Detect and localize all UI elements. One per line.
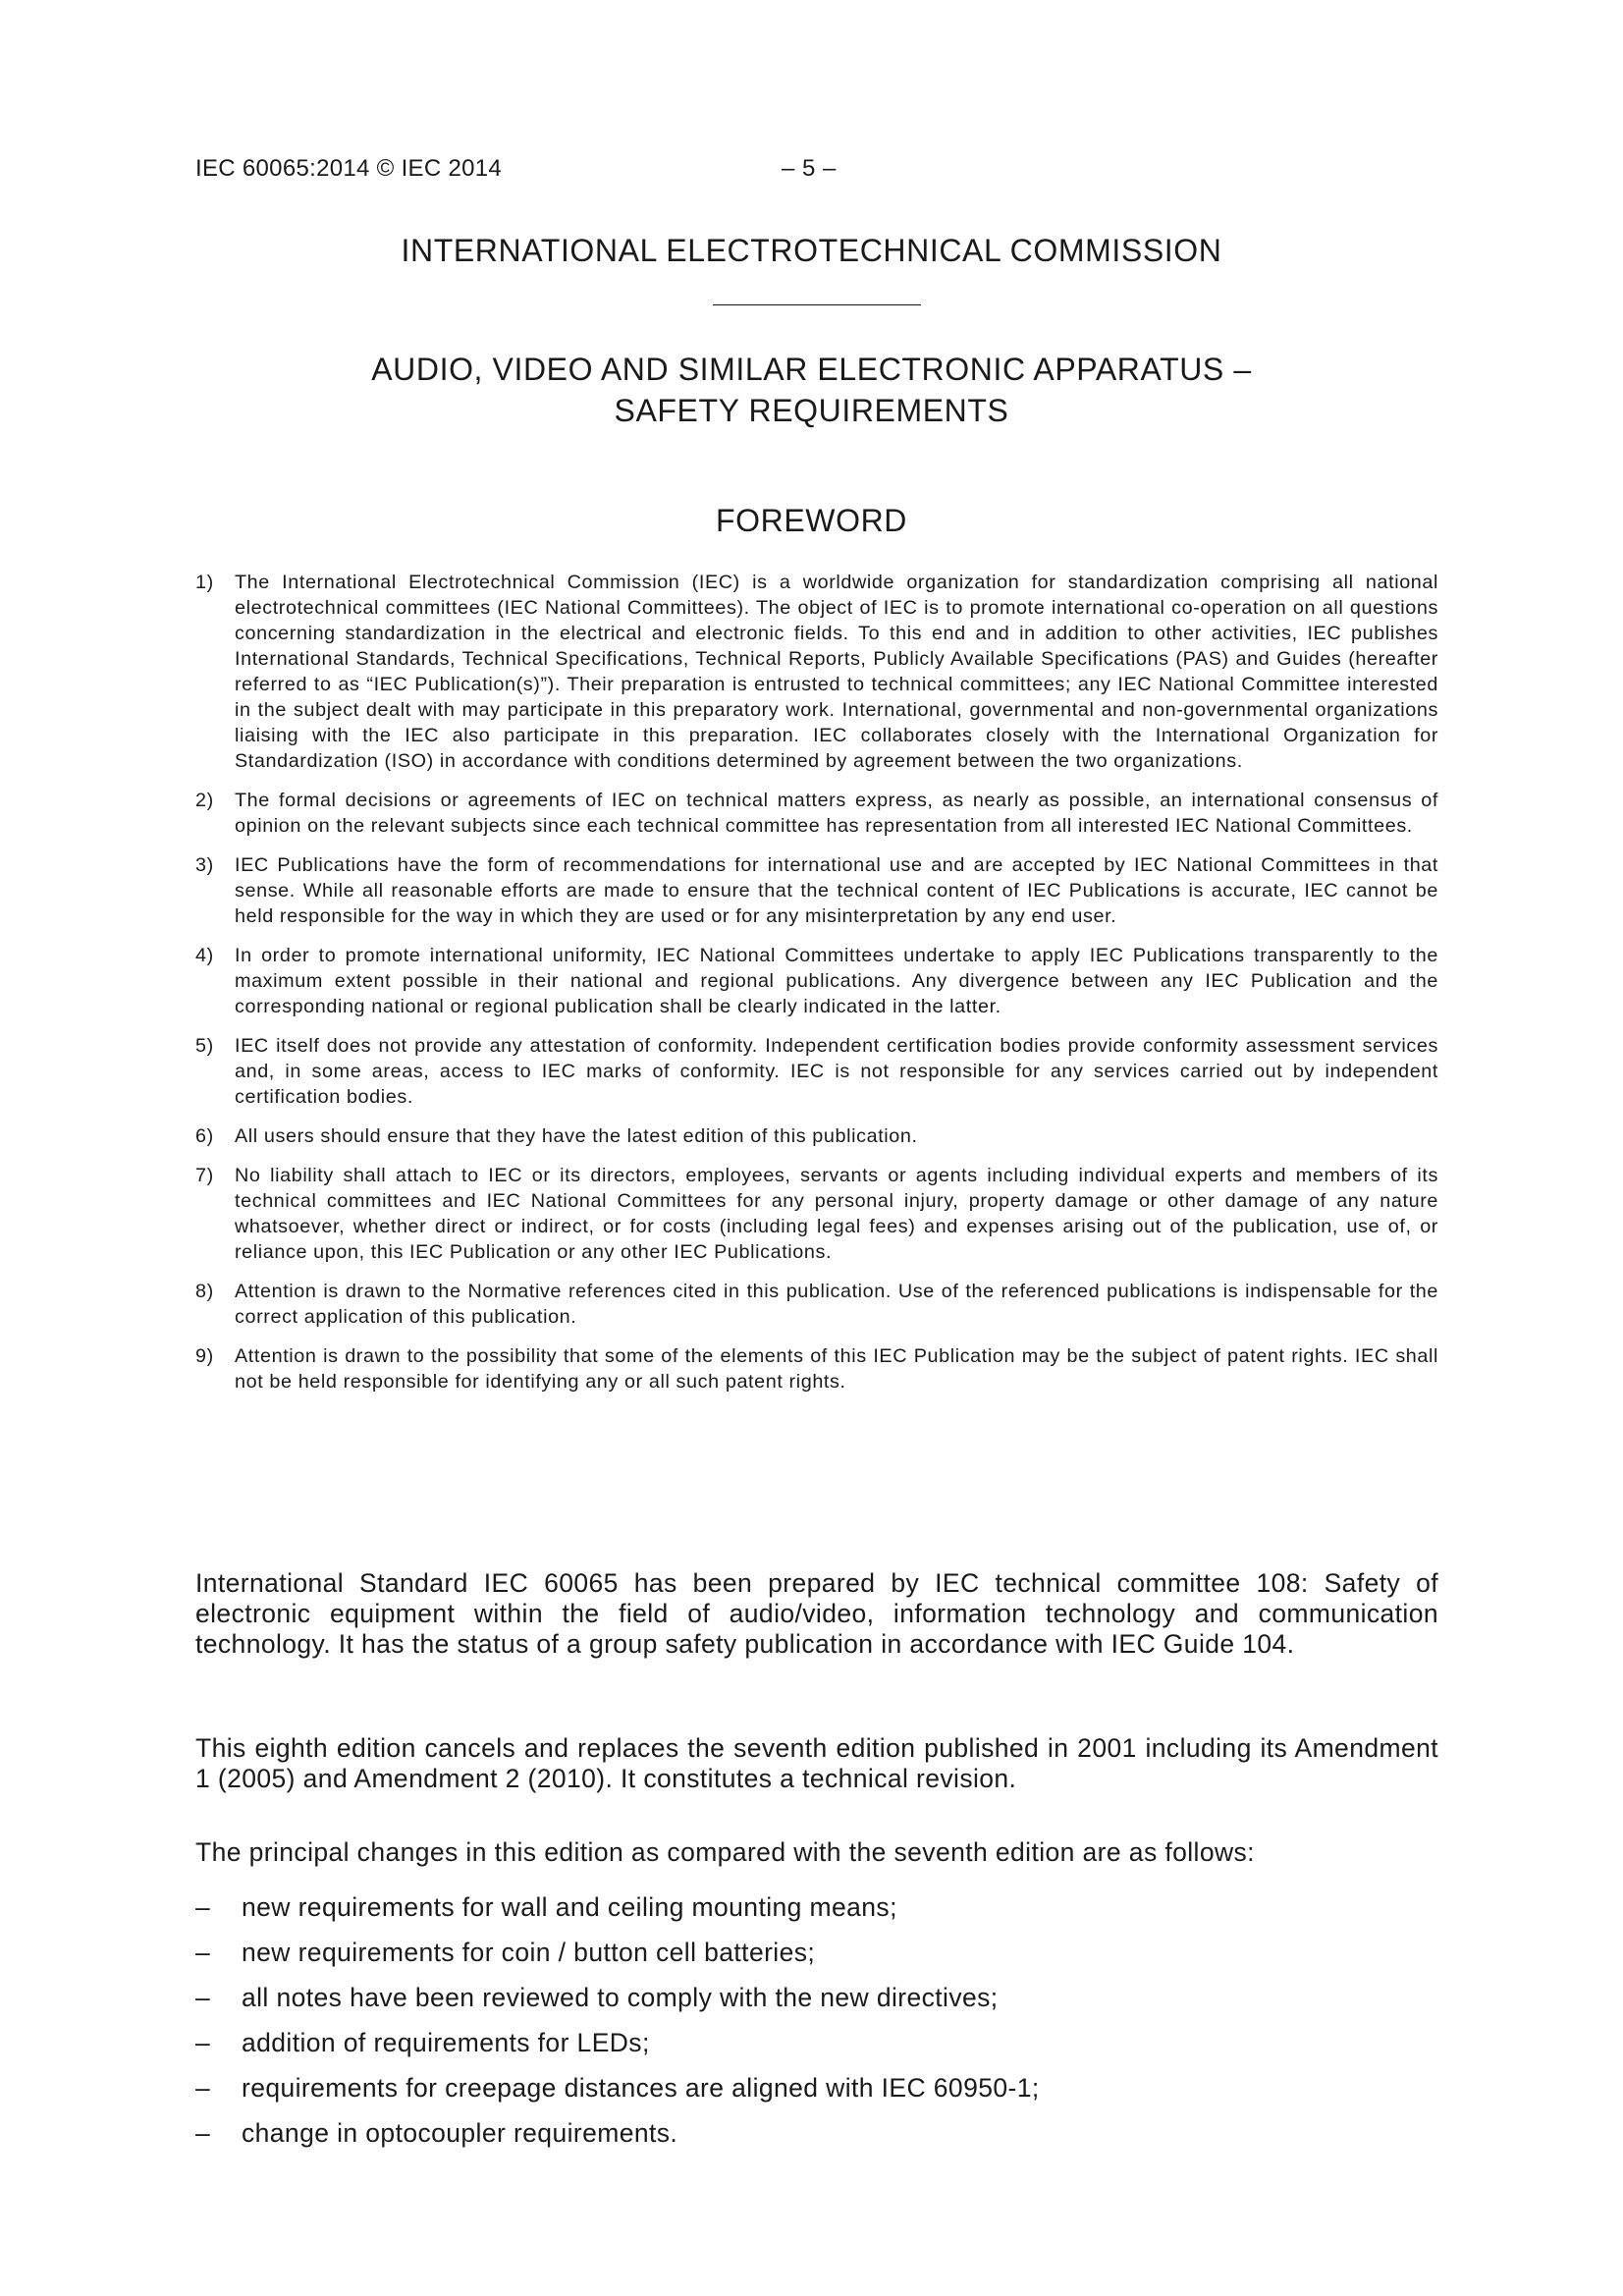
foreword-clause <box>195 1123 1438 1149</box>
list-item <box>195 1983 1438 2028</box>
list-item <box>195 1938 1438 1983</box>
dash-bullet: – <box>195 1938 211 1967</box>
clause-text: IEC Publications have the form of recommendations for international use and are accepted by IEC National Committees in that sense. While all reasonable efforts are made to ensure that the technical content of IEC Publications is accurate, IEC cannot be held responsible for the way in which they are used or for any misinterpretation by any end user. <box>235 854 1438 927</box>
clause-number: 6) <box>195 1125 214 1147</box>
running-header-reference: IEC 60065:2014 © IEC 2014 <box>195 155 503 182</box>
foreword-clause <box>195 1343 1438 1394</box>
dash-bullet: – <box>195 1892 211 1922</box>
clause-number: 9) <box>195 1345 214 1367</box>
clause-text: No liability shall attach to IEC or its directors, employees, servants or agents including individual experts and members of its technical committees and IEC National Committees for any personal injury, property damage or other damage of any nature whatsoever, whether direct or indirect, or for costs (including legal fees) and expenses arising out of the publication, use of, or reliance upon, this IEC Publication or any other IEC Publications. <box>235 1165 1438 1263</box>
foreword-clauses <box>195 570 1438 1408</box>
organization-name: INTERNATIONAL ELECTROTECHNICAL COMMISSION <box>401 233 1222 268</box>
list-item <box>195 1892 1438 1938</box>
changes-list <box>195 1892 1438 2163</box>
clause-text: Attention is drawn to the Normative references cited in this publication. Use of the referenced publications is indispensable for the correct application of this publication. <box>235 1281 1438 1328</box>
clause-text: IEC itself does not provide any attestation of conformity. Independent certification bodies provide conformity assessment services and, in some areas, access to IEC marks of conformity. IEC is not responsible for any services carried out by independent certification bodies. <box>235 1035 1438 1108</box>
clause-text: The formal decisions or agreements of IEC on technical matters express, as nearly as possible, an international consensus of opinion on the relevant subjects since each technical committee has representation from all interested IEC National Committees. <box>235 790 1438 837</box>
dash-bullet: – <box>195 2028 211 2057</box>
page-number: – 5 – <box>782 155 837 182</box>
foreword-clause <box>195 1163 1438 1265</box>
clause-text: The International Electrotechnical Commission (IEC) is a worldwide organization for standardization comprising all national electrotechnical committees (IEC National Committees). The object of IEC is to promote international co-operation on all questions concerning standardization in the electrical and electronic fields. To this end and in addition to other activities, IEC publishes International Standards, Technical Specifications, Technical Reports, Publicly Available Specifications (PAS) and Guides (hereafter referred to as “IEC Publication(s)”). Their preparation is entrusted to technical committees; any IEC National Committee interested in the subject dealt with may participate in this preparatory work. International, governmental and non-governmental organizations liaising with the IEC also participate in this preparation. IEC collaborates closely with the International Organization for Standardization (ISO) in accordance with conditions determined by agreement between the two organizations. <box>235 572 1438 772</box>
clause-number: 4) <box>195 945 214 966</box>
change-text: all notes have been reviewed to comply with the new directives; <box>242 1983 999 2012</box>
body-paragraph-preparation: International Standard IEC 60065 has been prepared by IEC technical committee 108: Safety of electronic equipment within the field of audio/video, information technology and communication technology. It has the status of a group safety publication in accordance with IEC Guide 104. <box>195 1568 1438 1659</box>
change-text: addition of requirements for LEDs; <box>242 2028 650 2057</box>
clause-number: 5) <box>195 1035 214 1057</box>
foreword-clause <box>195 852 1438 929</box>
clause-text: In order to promote international uniformity, IEC National Committees undertake to apply IEC Publications transparently to the maximum extent possible in their national and regional publications. Any divergence between any IEC Publication and the corresponding national or regional publication shall be clearly indicated in the latter. <box>235 945 1438 1017</box>
clause-number: 8) <box>195 1281 214 1302</box>
list-item <box>195 2118 1438 2163</box>
foreword-clause <box>195 943 1438 1019</box>
clause-number: 7) <box>195 1165 214 1186</box>
foreword-heading: FOREWORD <box>715 503 907 538</box>
change-text: new requirements for coin / button cell batteries; <box>242 1938 816 1967</box>
body-paragraph-changes-intro: The principal changes in this edition as compared with the seventh edition are as follows: <box>195 1837 1255 1867</box>
change-text: change in optocoupler requirements. <box>242 2118 678 2148</box>
change-text: requirements for creepage distances are aligned with IEC 60950-1; <box>242 2073 1040 2103</box>
document-title <box>0 349 1623 431</box>
clause-text: Attention is drawn to the possibility that some of the elements of this IEC Publication may be the subject of patent rights. IEC shall not be held responsible for identifying any or all such patent rights. <box>235 1345 1438 1393</box>
change-text: new requirements for wall and ceiling mounting means; <box>242 1892 897 1922</box>
foreword-clause <box>195 1033 1438 1110</box>
dash-bullet: – <box>195 1983 211 2012</box>
body-paragraph-edition: This eighth edition cancels and replaces the seventh edition published in 2001 including its Amendment 1 (2005) and Amendment 2 (2010). It constitutes a technical revision. <box>195 1733 1438 1793</box>
clause-text: All users should ensure that they have the latest edition of this publication. <box>235 1125 918 1147</box>
foreword-clause <box>195 1279 1438 1330</box>
clause-number: 1) <box>195 572 214 593</box>
dash-bullet: – <box>195 2073 211 2103</box>
document-title-line-2: SAFETY REQUIREMENTS <box>614 393 1009 428</box>
foreword-clause <box>195 788 1438 839</box>
dash-bullet: – <box>195 2118 211 2148</box>
foreword-clause <box>195 570 1438 774</box>
list-item <box>195 2073 1438 2118</box>
document-title-line-1: AUDIO, VIDEO AND SIMILAR ELECTRONIC APPARATUS – <box>371 352 1252 387</box>
list-item <box>195 2028 1438 2073</box>
clause-number: 3) <box>195 854 214 876</box>
clause-number: 2) <box>195 790 214 811</box>
title-divider <box>713 304 921 305</box>
